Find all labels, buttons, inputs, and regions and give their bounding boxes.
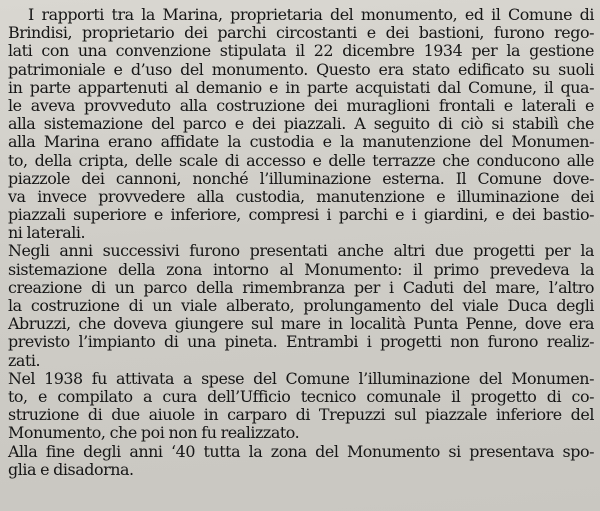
document-page [8,6,594,506]
text-line: Abruzzi, che doveva giungere sul mare in località Punta Penne, dove era [8,314,594,334]
text-line: zati. [8,350,41,370]
paragraph-2 [8,242,594,369]
text-line: glia e disadorna. [8,459,134,479]
text-line: patrimoniale e d’uso del monumento. Questo era stato edificato su suoli [8,59,594,79]
paragraph-1 [8,6,594,242]
paragraph-4 [8,443,594,479]
text-line: piazzali superiore e inferiore, compresi i parchi e i giardini, e dei bastio- [8,205,594,225]
text-line: creazione di un parco della rimembranza per i Caduti del mare, l’altro [8,277,594,297]
text-line: sistemazione della zona intorno al Monumento: il primo prevedeva la [8,259,594,279]
text-line: alla sistemazione del parco e dei piazzali. A seguito di ciò si stabilì che [8,114,594,134]
text-line: in parte appartenuti al demanio e in parte acquistati dal Comune, il qua- [8,77,594,97]
text-line: Monumento, che poi non fu realizzato. [8,423,300,443]
text-line: la costruzione di un viale alberato, prolungamento del viale Duca degli [8,296,594,315]
text-line: previsto l’impianto di una pineta. Entrambi i progetti non furono realiz- [8,332,594,352]
text-line: alla Marina erano affidate la custodia e la manutenzione del Monumen- [8,132,594,152]
text-line: ni laterali. [8,223,86,243]
text-line: I rapporti tra la Marina, proprietaria del monumento, ed il Comune di [28,5,594,24]
text-line: le aveva provveduto alla costruzione dei muraglioni frontali e laterali e [8,95,594,115]
text-line: to, e compilato a cura dell’Ufficio tecnico comunale il progetto di co- [8,386,594,406]
text-line: struzione di due aiuole in carparo di Trepuzzi sul piazzale inferiore del [8,405,594,425]
text-line: lati con una convenzione stipulata il 22 dicembre 1934 per la gestione [8,41,594,61]
text-line: va invece provvedere alla custodia, manutenzione e illuminazione dei [8,186,594,206]
text-line: to, della cripta, delle scale di accesso e delle terrazze che conducono alle [8,150,594,170]
paragraph-3 [8,370,594,443]
text-line: Nel 1938 fu attivata a spese del Comune l’illuminazione del Monumen- [8,368,594,388]
text-line: Alla fine degli anni ‘40 tutta la zona del Monumento si presentava spo- [8,441,594,461]
text-line: Negli anni successivi furono presentati anche altri due progetti per la [8,241,594,261]
text-line: Brindisi, proprietario dei parchi circostanti e dei bastioni, furono rego- [8,23,594,43]
text-line: piazzole dei cannoni, nonché l’illuminazione esterna. Il Comune dove- [8,168,594,188]
